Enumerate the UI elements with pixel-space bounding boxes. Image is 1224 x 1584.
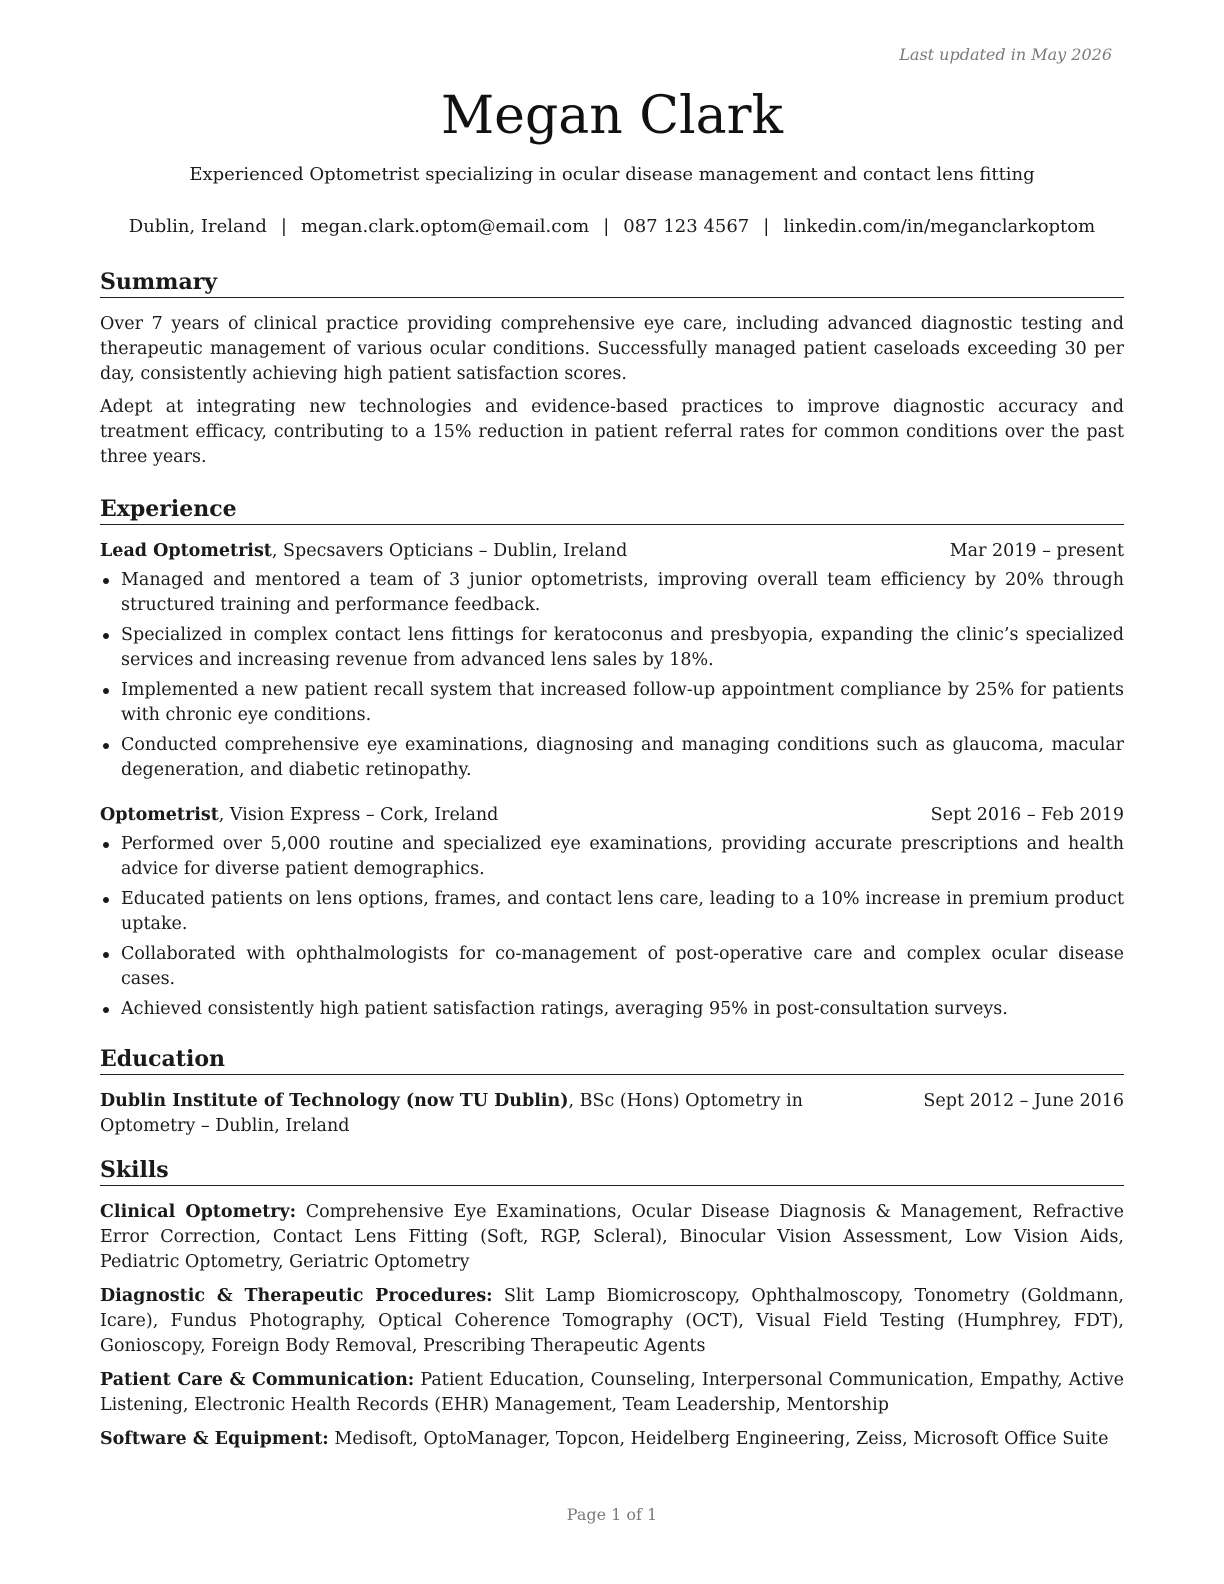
contact-separator: | bbox=[280, 216, 287, 237]
skills-section bbox=[100, 1155, 1124, 1452]
skill-group-items: Slit Lamp Biomicroscopy, Ophthalmoscopy, Tonometry (Goldmann, Icare), Fundus Photography, Optical Coherence Tomography (OCT), Visual Field Testing (Humphrey, FDT), Gonioscopy, Foreign Body Removal, Prescribing Therapeutic Agents bbox=[100, 1286, 1124, 1356]
job-bullet-list bbox=[100, 832, 1124, 1022]
job-organization: , Vision Express – Cork, Ireland bbox=[218, 805, 499, 825]
contact-location: Dublin, Ireland bbox=[128, 216, 267, 237]
education-dates: Sept 2012 – June 2016 bbox=[923, 1091, 1124, 1111]
candidate-name: Megan Clark bbox=[440, 86, 784, 146]
skill-group-label: Diagnostic & Therapeutic Procedures: bbox=[100, 1286, 493, 1306]
job-bullet: Specialized in complex contact lens fittings for keratoconus and presbyopia, expanding the clinic’s specialized services and increasing revenue from advanced lens sales by 18%. bbox=[100, 623, 1124, 673]
job-bullet: Achieved consistently high patient satisfaction ratings, averaging 95% in post-consultation surveys. bbox=[100, 997, 1124, 1022]
contact-linkedin[interactable]: linkedin.com/in/meganclarkoptom bbox=[783, 216, 1096, 237]
section-title-experience: Experience bbox=[100, 494, 1124, 525]
education-section bbox=[100, 1044, 1124, 1139]
job-dates: Mar 2019 – present bbox=[949, 541, 1124, 561]
contact-email[interactable]: megan.clark.optom@email.com bbox=[300, 216, 590, 237]
skill-group-items: Medisoft, OptoManager, Topcon, Heidelberg Engineering, Zeiss, Microsoft Office Suite bbox=[328, 1429, 1109, 1449]
job-header bbox=[100, 539, 1124, 564]
job-title-line bbox=[100, 803, 907, 828]
section-title-skills: Skills bbox=[100, 1155, 1124, 1186]
skill-group-items: Comprehensive Eye Examinations, Ocular Disease Diagnosis & Management, Refractive Error Correction, Contact Lens Fitting (Soft, RGP, Scleral), Binocular Vision Assessment, Low Vision Aids, Pediatric Optometry, Geriatric Optometry bbox=[100, 1202, 1124, 1272]
page-number: Page 1 of 1 bbox=[566, 1505, 658, 1524]
education-entry bbox=[100, 1089, 1124, 1139]
job-bullet: Conducted comprehensive eye examinations, diagnosing and managing conditions such as glaucoma, macular degeneration, and diabetic retinopathy. bbox=[100, 733, 1124, 783]
skill-group bbox=[100, 1368, 1124, 1418]
summary-paragraph: Adept at integrating new technologies and evidence-based practices to improve diagnostic accuracy and treatment efficacy, contributing to a 15% reduction in patient referral rates for common conditions over the past three years. bbox=[100, 397, 1124, 467]
contact-separator: | bbox=[603, 216, 610, 237]
skill-group-label: Software & Equipment: bbox=[100, 1429, 329, 1449]
summary-paragraph: Over 7 years of clinical practice providing comprehensive eye care, including advanced diagnostic testing and therapeutic management of various ocular conditions. Successfully managed patient caseloads exceeding 30 per day, consistently achieving high patient satisfaction scores. bbox=[100, 314, 1124, 384]
skill-group-label: Patient Care & Communication: bbox=[100, 1370, 415, 1390]
contact-line bbox=[100, 215, 1124, 239]
job-bullet: Managed and mentored a team of 3 junior optometrists, improving overall team efficiency by 20% through structured training and performance feedback. bbox=[100, 568, 1124, 618]
summary-section bbox=[100, 267, 1124, 470]
skill-group bbox=[100, 1284, 1124, 1359]
contact-phone: 087 123 4567 bbox=[623, 216, 750, 237]
job-bullet-list bbox=[100, 568, 1124, 783]
contact-separator: | bbox=[763, 216, 770, 237]
last-updated-note: Last updated in May 2026 bbox=[899, 45, 1112, 64]
job-organization: , Specsavers Opticians – Dublin, Ireland bbox=[271, 541, 628, 561]
job-title-line bbox=[100, 539, 926, 564]
skill-group-items: Patient Education, Counseling, Interpersonal Communication, Empathy, Active Listening, Electronic Health Records (EHR) Management, Team Leadership, Mentorship bbox=[100, 1370, 1124, 1415]
job-role: Lead Optometrist bbox=[100, 541, 272, 561]
skill-group bbox=[100, 1200, 1124, 1275]
job-entry bbox=[100, 803, 1124, 1022]
job-header bbox=[100, 803, 1124, 828]
job-bullet: Educated patients on lens options, frames, and contact lens care, leading to a 10% increase in premium product uptake. bbox=[100, 887, 1124, 937]
job-dates: Sept 2016 – Feb 2019 bbox=[930, 805, 1124, 825]
skill-group-label: Clinical Optometry: bbox=[100, 1202, 297, 1222]
section-title-education: Education bbox=[100, 1044, 1124, 1075]
job-role: Optometrist bbox=[100, 805, 219, 825]
education-degree-line bbox=[100, 1089, 890, 1139]
job-entry bbox=[100, 539, 1124, 783]
experience-section bbox=[100, 494, 1124, 1022]
skill-group bbox=[100, 1427, 1124, 1452]
education-details: , BSc (Hons) Optometry in Optometry – Dublin, Ireland bbox=[100, 1091, 803, 1136]
education-school: Dublin Institute of Technology (now TU Dublin) bbox=[100, 1091, 569, 1111]
section-title-summary: Summary bbox=[100, 267, 1124, 298]
tagline: Experienced Optometrist specializing in ocular disease management and contact lens fitting bbox=[189, 164, 1035, 185]
job-bullet: Collaborated with ophthalmologists for co-management of post-operative care and complex ocular disease cases. bbox=[100, 942, 1124, 992]
job-bullet: Performed over 5,000 routine and specialized eye examinations, providing accurate prescriptions and health advice for diverse patient demographics. bbox=[100, 832, 1124, 882]
job-bullet: Implemented a new patient recall system that increased follow-up appointment compliance by 25% for patients with chronic eye conditions. bbox=[100, 678, 1124, 728]
